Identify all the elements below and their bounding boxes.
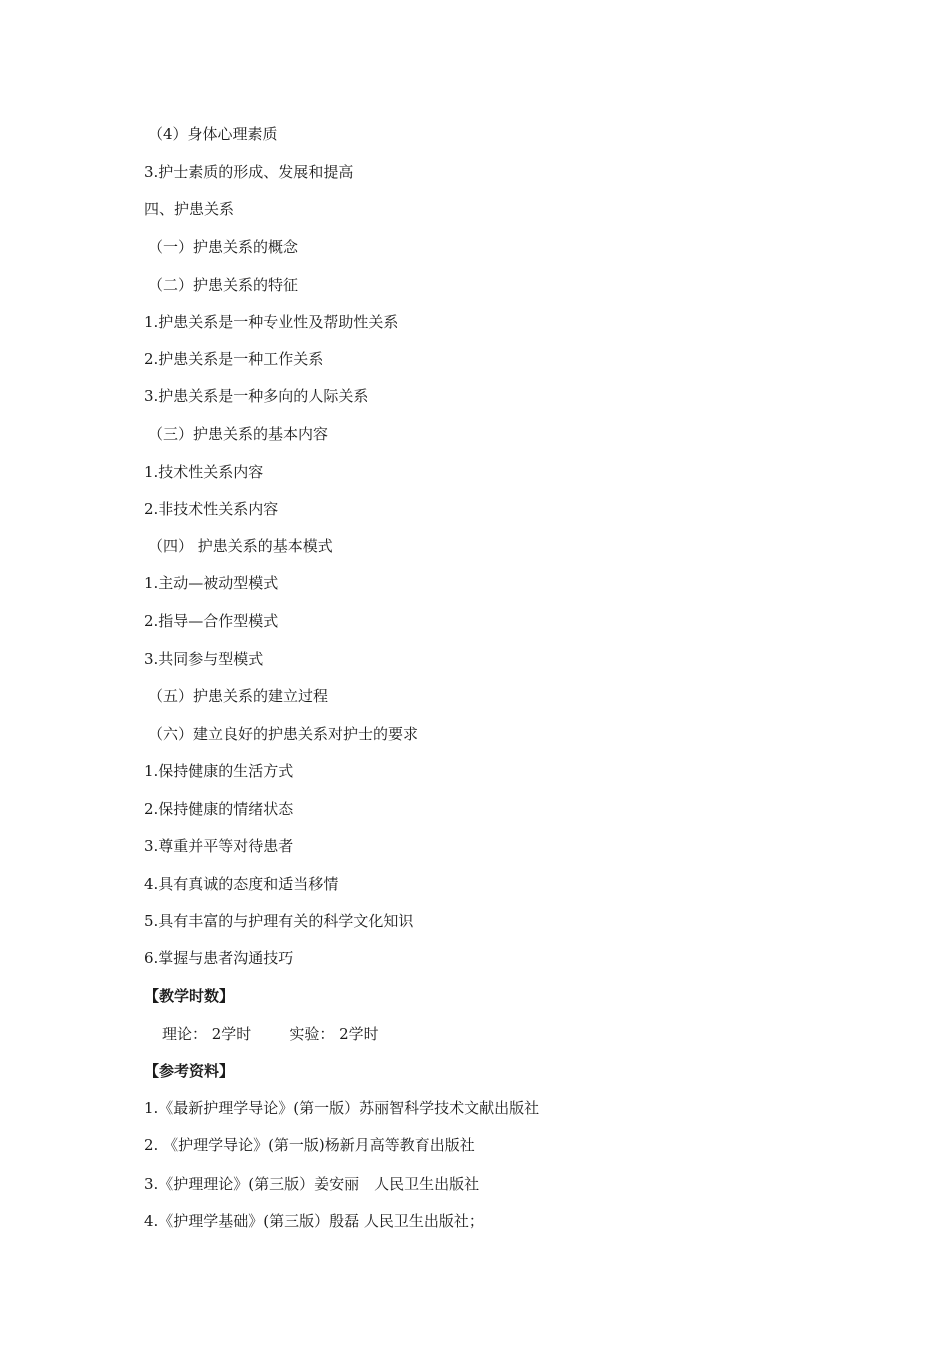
reference-item: 2. 《护理学导论》(第一版)杨新月高等教育出版社 <box>144 1136 475 1154</box>
text-line: 2.非技术性关系内容 <box>144 500 279 518</box>
text-line: 1.保持健康的生活方式 <box>144 762 294 780</box>
subsection-heading: （五）护患关系的建立过程 <box>148 687 329 705</box>
text-line: 3.护患关系是一种多向的人际关系 <box>144 387 369 405</box>
subsection-heading: （二）护患关系的特征 <box>148 276 299 294</box>
text-line: （4）身体心理素质 <box>148 125 278 143</box>
section-heading: 四、护患关系 <box>144 200 235 218</box>
hours-row <box>162 1024 379 1044</box>
text-line: 1.技术性关系内容 <box>144 463 264 481</box>
text-line: 1.主动—被动型模式 <box>144 574 279 592</box>
reference-item: 4.《护理学基础》(第三版）殷磊 人民卫生出版社； <box>144 1212 484 1230</box>
hours-theory: 理论： 2学时 <box>162 1025 252 1043</box>
references-heading: 【参考资料】 <box>144 1062 235 1080</box>
reference-item: 1.《最新护理学导论》(第一版）苏丽智科学技术文献出版社 <box>144 1099 540 1117</box>
text-line: 2.保持健康的情绪状态 <box>144 800 294 818</box>
subsection-heading: （四） 护患关系的基本模式 <box>148 537 333 555</box>
text-line: 2.指导—合作型模式 <box>144 612 279 630</box>
text-line: 4.具有真诚的态度和适当移情 <box>144 875 339 893</box>
text-line: 3.共同参与型模式 <box>144 650 264 668</box>
subsection-heading: （六）建立良好的护患关系对护士的要求 <box>148 725 419 743</box>
text-line: 2.护患关系是一种工作关系 <box>144 350 324 368</box>
reference-item: 3.《护理理论》(第三版）姜安丽 人民卫生出版社 <box>144 1175 480 1193</box>
hours-heading: 【教学时数】 <box>144 987 235 1005</box>
text-line: 3.尊重并平等对待患者 <box>144 837 294 855</box>
text-line: 3.护士素质的形成、发展和提高 <box>144 163 354 181</box>
subsection-heading: （三）护患关系的基本内容 <box>148 425 329 443</box>
text-line: 5.具有丰富的与护理有关的科学文化知识 <box>144 912 414 930</box>
hours-lab: 实验： 2学时 <box>289 1025 379 1043</box>
subsection-heading: （一）护患关系的概念 <box>148 238 299 256</box>
text-line: 6.掌握与患者沟通技巧 <box>144 949 294 967</box>
text-line: 1.护患关系是一种专业性及帮助性关系 <box>144 313 399 331</box>
